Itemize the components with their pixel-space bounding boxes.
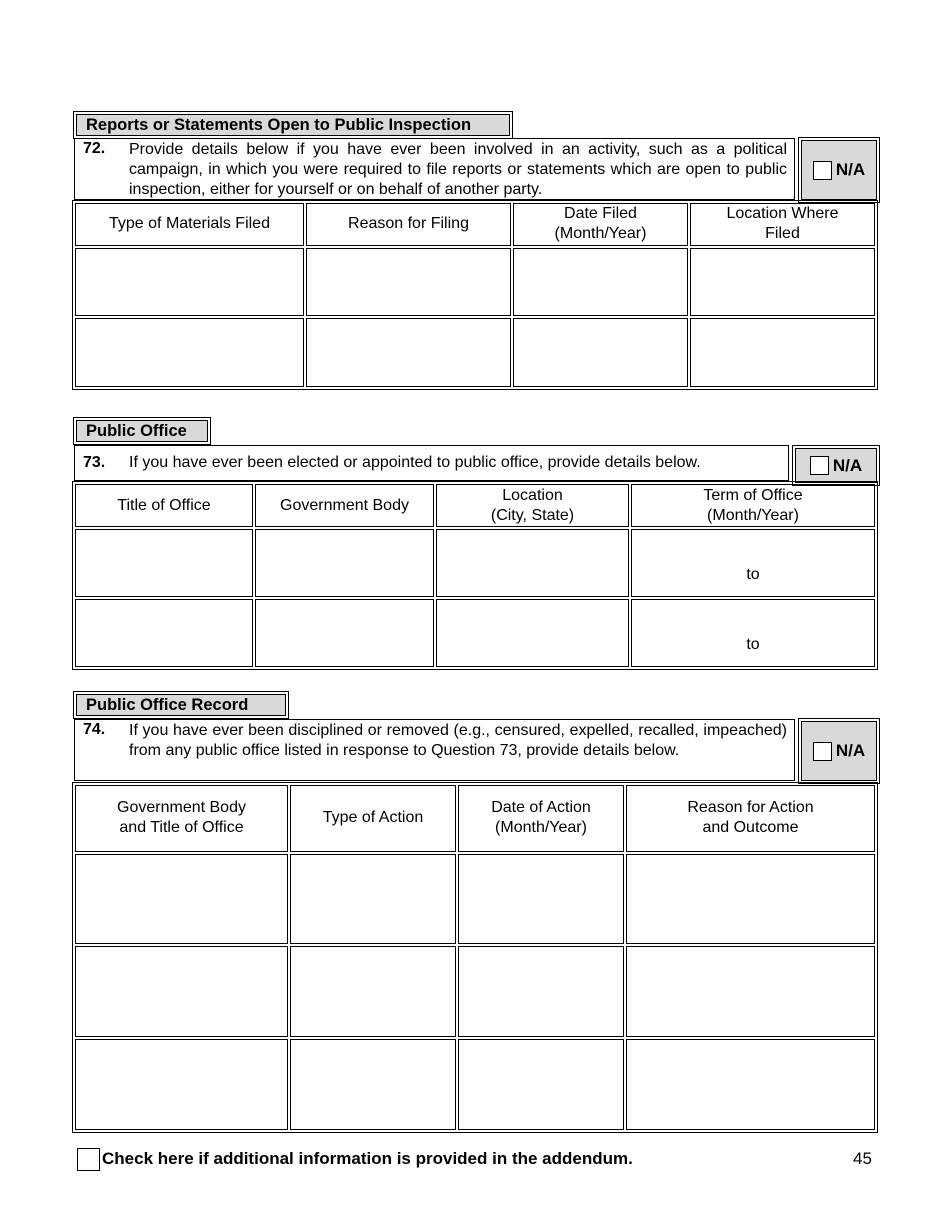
entry-cell[interactable] bbox=[690, 248, 875, 317]
entry-cell[interactable] bbox=[75, 248, 304, 317]
question-72-na[interactable] bbox=[801, 140, 877, 200]
entry-cell[interactable] bbox=[75, 599, 253, 667]
question-72-text: Provide details below if you have ever been involved in an activity, such as a political campaign, in which you were required to file reports or statements which are open to public inspection, either for yourself or on behalf of another party. bbox=[129, 141, 787, 198]
table-row bbox=[75, 1039, 875, 1130]
entry-cell[interactable] bbox=[458, 1039, 624, 1130]
table-74 bbox=[72, 782, 878, 1133]
entry-cell[interactable] bbox=[75, 946, 288, 1037]
question-74-row bbox=[74, 719, 795, 781]
entry-cell[interactable] bbox=[458, 854, 624, 945]
entry-cell[interactable] bbox=[306, 248, 511, 317]
question-73-text: If you have ever been elected or appointed to public office, provide details below. bbox=[129, 454, 701, 471]
table-73 bbox=[72, 481, 878, 670]
column-header: Location Where Filed bbox=[690, 203, 875, 246]
column-header: Location (City, State) bbox=[436, 484, 629, 527]
table-row bbox=[75, 599, 875, 667]
entry-cell[interactable] bbox=[255, 529, 434, 597]
question-73-na[interactable] bbox=[795, 448, 877, 483]
to-label: to bbox=[746, 636, 760, 654]
table-row bbox=[75, 248, 875, 317]
entry-cell[interactable] bbox=[75, 854, 288, 945]
question-72-number: 72. bbox=[83, 140, 106, 157]
question-72-row bbox=[74, 138, 795, 200]
entry-cell[interactable] bbox=[513, 318, 688, 387]
question-74-text: If you have ever been disciplined or removed (e.g., censured, expelled, recalled, impeached) from any public office listed in response to Question 73, provide details below. bbox=[129, 722, 787, 759]
question-74-number: 74. bbox=[83, 721, 106, 738]
entry-cell[interactable] bbox=[458, 946, 624, 1037]
na-label: N/A bbox=[835, 160, 866, 179]
addendum-label: Check here if additional information is provided in the addendum. bbox=[102, 1149, 633, 1168]
entry-cell[interactable] bbox=[290, 1039, 456, 1130]
na-label: N/A bbox=[832, 455, 863, 475]
entry-cell[interactable] bbox=[626, 854, 875, 945]
term-cell[interactable] bbox=[631, 529, 875, 597]
column-header: Title of Office bbox=[75, 484, 253, 527]
column-header: Reason for Action and Outcome bbox=[626, 785, 875, 852]
column-header: Date Filed (Month/Year) bbox=[513, 203, 688, 246]
table-72 bbox=[72, 200, 878, 390]
entry-cell[interactable] bbox=[255, 599, 434, 667]
table-row bbox=[75, 946, 875, 1037]
checkbox-icon[interactable] bbox=[813, 742, 832, 761]
entry-cell[interactable] bbox=[75, 1039, 288, 1130]
table-row bbox=[75, 529, 875, 597]
table-row bbox=[75, 318, 875, 387]
to-label: to bbox=[746, 566, 760, 584]
checkbox-icon[interactable] bbox=[77, 1148, 100, 1171]
question-73-row bbox=[74, 445, 789, 481]
addendum-check[interactable] bbox=[77, 1147, 633, 1171]
checkbox-icon[interactable] bbox=[813, 161, 832, 180]
entry-cell[interactable] bbox=[436, 529, 629, 597]
entry-cell[interactable] bbox=[75, 529, 253, 597]
section-72-title: Reports or Statements Open to Public Inspection bbox=[76, 114, 510, 136]
column-header: Type of Materials Filed bbox=[75, 203, 304, 246]
table-row bbox=[75, 854, 875, 945]
page-number: 45 bbox=[853, 1149, 872, 1168]
entry-cell[interactable] bbox=[626, 1039, 875, 1130]
question-73-number: 73. bbox=[83, 454, 106, 471]
term-cell[interactable] bbox=[631, 599, 875, 667]
entry-cell[interactable] bbox=[436, 599, 629, 667]
column-header: Government Body and Title of Office bbox=[75, 785, 288, 852]
entry-cell[interactable] bbox=[690, 318, 875, 387]
section-73-title: Public Office bbox=[76, 420, 208, 442]
entry-cell[interactable] bbox=[290, 946, 456, 1037]
entry-cell[interactable] bbox=[75, 318, 304, 387]
section-74-title: Public Office Record bbox=[76, 694, 286, 716]
column-header: Term of Office (Month/Year) bbox=[631, 484, 875, 527]
column-header: Government Body bbox=[255, 484, 434, 527]
column-header: Type of Action bbox=[290, 785, 456, 852]
column-header: Date of Action (Month/Year) bbox=[458, 785, 624, 852]
entry-cell[interactable] bbox=[306, 318, 511, 387]
entry-cell[interactable] bbox=[290, 854, 456, 945]
na-label: N/A bbox=[835, 741, 866, 760]
column-header: Reason for Filing bbox=[306, 203, 511, 246]
checkbox-icon[interactable] bbox=[810, 456, 829, 475]
entry-cell[interactable] bbox=[513, 248, 688, 317]
question-74-na[interactable] bbox=[801, 721, 877, 781]
entry-cell[interactable] bbox=[626, 946, 875, 1037]
